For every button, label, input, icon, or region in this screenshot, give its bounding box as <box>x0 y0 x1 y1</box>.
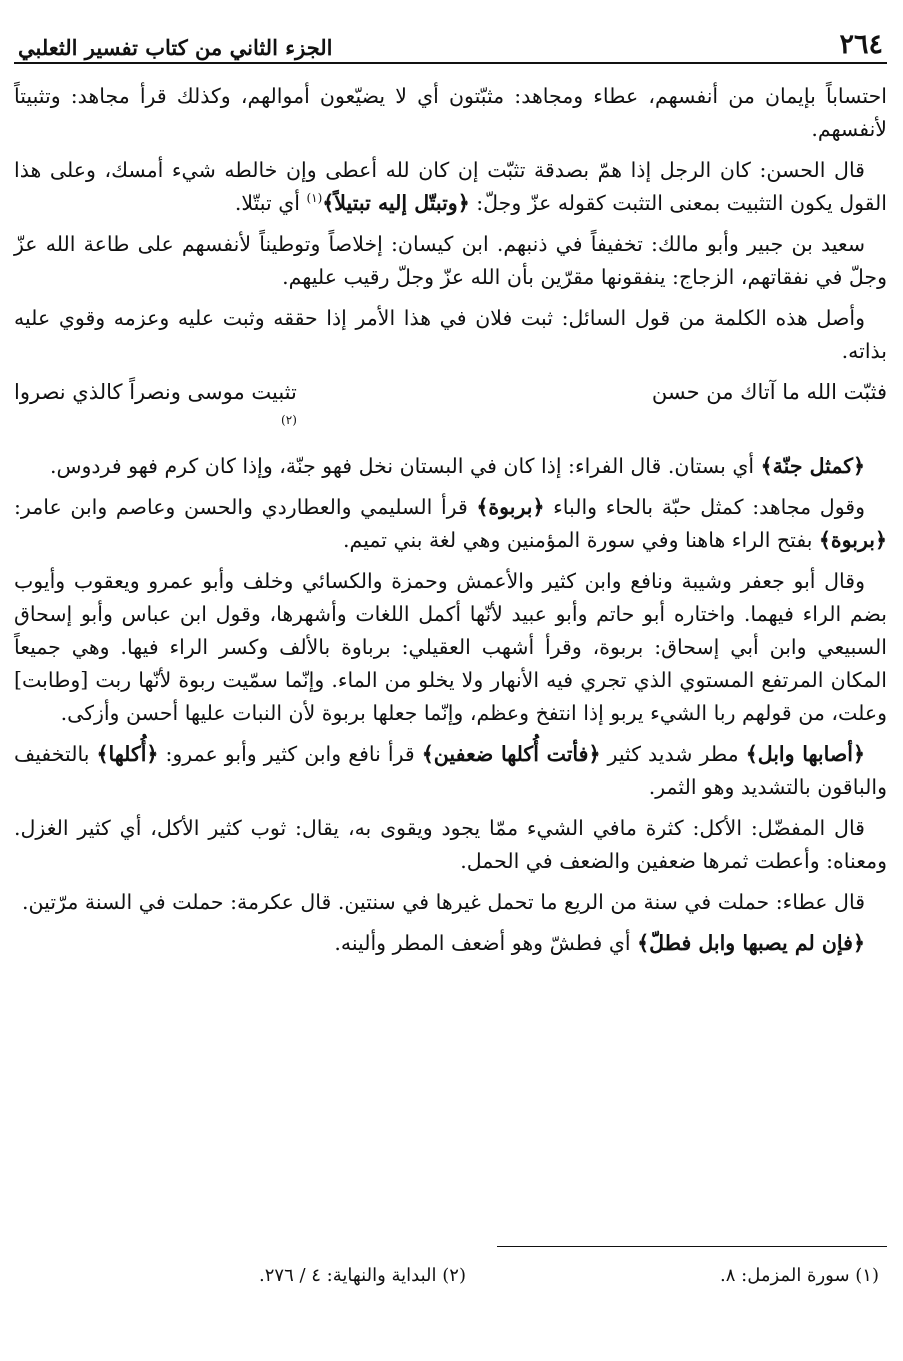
paragraph-text: مطر شديد كثير <box>600 742 746 766</box>
paragraph-text: أي فطشّ وهو أضعف المطر وألينه. <box>334 931 638 955</box>
paragraph-5 <box>14 450 887 483</box>
quran-quote: ﴿فإن لم يصبها وابل فطلّ﴾ <box>637 931 865 955</box>
quran-quote: ﴿وتبتّل إليه تبتيلاً﴾ <box>322 191 470 215</box>
paragraph-8 <box>14 738 887 804</box>
paragraph-text: وأصل هذه الكلمة من قول السائل: ثبت فلان في هذا الأمر إذا حققه وثبت عليه وعزمه وقوي عليه بذاته. <box>14 306 887 363</box>
paragraph-text: بفتح الراء هاهنا وفي سورة المؤمنين وهي لغة بني تميم. <box>343 528 819 552</box>
paragraph-3 <box>14 228 887 294</box>
page-header <box>14 24 887 64</box>
paragraph-text: سعيد بن جبير وأبو مالك: تخفيفاً في ذنبهم. ابن كيسان: إخلاصاً وتوطيناً لأنفسهم على طاعة الله عزّ وجلّ في نفقاتهم، الزجاج: ينفقونها مقرّين بأن الله عزّ وجلّ رقيب عليهم. <box>14 232 887 289</box>
quran-quote: ﴿كمثل جنّة﴾ <box>760 454 865 478</box>
footnote-divider <box>497 1246 887 1247</box>
footnotes <box>259 1262 879 1290</box>
paragraph-2 <box>14 154 887 220</box>
paragraph-6 <box>14 491 887 557</box>
paragraph-text: أي بستان. قال الفراء: إذا كان في البستان نخل فهو جنّة، وإذا كان كرم فهو فردوس. <box>49 454 761 478</box>
quran-quote: ﴿فأتت أُكلها ضعفين﴾ <box>421 742 601 766</box>
running-title: الجزء الثاني من كتاب تفسير الثعلبي <box>18 35 333 60</box>
paragraph-text: بالتخفيف والباقون بالتشديد وهو الثمر. <box>14 742 887 799</box>
verse-first-hemistich: فثبّت الله ما آتاك من حسن <box>651 380 887 404</box>
quran-quote: ﴿أُكلها﴾ <box>96 742 159 766</box>
paragraph-4 <box>14 302 887 368</box>
paragraph-7 <box>14 565 887 730</box>
paragraph-text: قال عطاء: حملت في سنة من الريع ما تحمل غيرها في سنتين. قال عكرمة: حملت في السنة مرّتين. <box>22 890 865 914</box>
page-body <box>14 80 887 960</box>
poetry-verse <box>14 376 887 442</box>
quran-quote: ﴿بربوة﴾ <box>818 528 887 552</box>
page-number: ٢٦٤ <box>839 29 883 60</box>
paragraph-text: قال الحسن: كان الرجل إذا همّ بصدقة تثبّت إن كان لله أعطى وإن خالطه شيء أمسك، وعلى هذا القول يكون التثبيت بمعنى التثبت كقوله عزّ وجلّ: <box>14 158 887 215</box>
paragraph-text: قرأ السليمي والعطاردي والحسن وعاصم وابن عامر: <box>14 495 477 519</box>
footnote-ref-1: (١) <box>306 191 323 206</box>
paragraph-11 <box>14 927 887 960</box>
paragraph-1 <box>14 80 887 146</box>
paragraph-text: قال المفضّل: الأكل: كثرة مافي الشيء ممّا يجود ويقوى به، يقال: ثوب كثير الأكل، أي كثير الغزل. ومعناه: وأعطت ثمرها ضعفين والضعف في الحمل. <box>14 816 887 873</box>
paragraph-text: وقول مجاهد: كمثل حبّة بالحاء والباء <box>544 495 865 519</box>
quran-quote: ﴿أصابها وابل﴾ <box>745 742 865 766</box>
paragraph-text: وقال أبو جعفر وشيبة ونافع وابن كثير والأعمش وحمزة والكسائي وخلف وأبو عمرو ويعقوب وأيوب بضم الراء فيهما. واختاره أبو حاتم وأبو عبيد لأنّها أكمل اللغات وأشهرها، وقول ابن عباس وأبو إسحاق السبيعي وابن أبي إسحاق: بربوة، وقرأ أشهب العقيلي: برباوة بالألف وكسر الراء فيها. وهي جميعاً المكان المرتفع المستوي الذي تجري فيه الأنهار ولا يخلو من الماء. وإنّما سمّيت ربوة لأنّها ربت [وطابت] وعلت، من قولهم ربا الشيء يربو إذا انتفخ وعظم، وإنّما جعلها بربوة لأن النبات عليها أحسن وأزكى. <box>14 569 887 725</box>
paragraph-text: قرأ نافع وابن كثير وأبو عمرو: <box>158 742 422 766</box>
footnote-ref-2: (٢) <box>281 413 297 427</box>
paragraph-9 <box>14 812 887 878</box>
verse-second-hemistich: تثبيت موسى ونصراً كالذي نصروا $^{(٢)}$ <box>14 380 297 427</box>
footnote-1: (١) سورة المزمل: ٨. <box>720 1265 879 1286</box>
quran-quote: ﴿بربوة﴾ <box>476 495 545 519</box>
paragraph-text: احتساباً بإيمان من أنفسهم، عطاء ومجاهد: مثبّتون أي لا يضيّعون أموالهم، وكذلك قرأ مجاهد: وتثبيتاً لأنفسهم. <box>14 84 887 141</box>
footnote-2: (٢) البداية والنهاية: ٤ / ٢٧٦. <box>259 1265 466 1286</box>
paragraph-10 <box>14 886 887 919</box>
paragraph-text: أي تبتّلا. <box>234 191 307 215</box>
